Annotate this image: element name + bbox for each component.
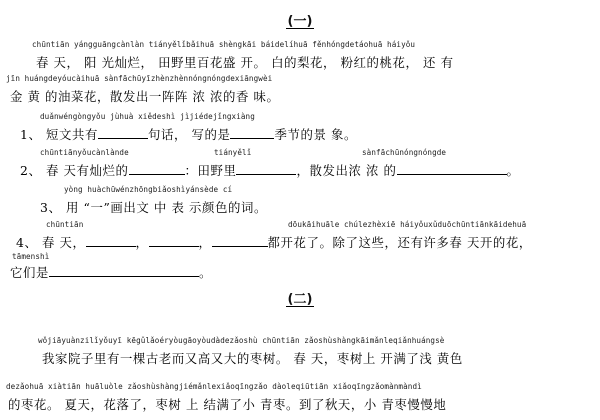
q2-text-c: ，散发出浓 浓 的 [296,163,397,178]
q4-text-b: 都开花了。除了这些，还有许多春 天开的花， [267,235,532,250]
q4-answer-blank-2[interactable] [149,236,199,247]
q2-answer-blank-1[interactable] [129,164,185,175]
section-2-pinyin-line-1: wǒjiāyuànzilǐyǒuyī kēgǔlǎoéryòugāoyòudàdezǎoshù chūntiān zǎoshùshàngkāimǎnleqiǎnhuángsè [38,336,445,345]
section-2-pinyin-line-2: dezǎohuā xiàtiān huāluòle zǎoshùshàngjiémǎnlexiǎoqīngzǎo dàoleqiūtiān xiǎoqīngzǎomànmàndì [6,382,422,391]
question-1 [20,125,357,143]
q4-answer-blank-3[interactable] [212,236,268,247]
section-2-heading: (二) [287,292,313,307]
passage-text-line-1: 春 天， 阳 光灿烂， 田野里百花盛 开。 白的梨花， 粉红的桃花， 还 有 [36,55,454,70]
q4-sep-1: ， [135,235,149,250]
q1-pinyin: duǎnwéngòngyǒu jùhuà xiědeshì jìjiédejǐngxiàng [40,112,255,121]
q3-number: 3、 [40,200,62,215]
q4-pinyin-c: tāmenshì [12,252,50,261]
q2-pinyin-c: sànfāchūnóngnóngde [362,148,447,157]
section-2-text-line-1: 我家院子里有一棵古老而又高又大的枣树。 春 天，枣树上 开满了浅 黄色 [42,351,463,366]
passage-text-line-2: 金 黄 的油菜花，散发出一阵阵 浓 浓的香 味。 [10,89,280,104]
q1-answer-blank-1[interactable] [98,128,148,139]
q4-sep-2: ， [198,235,212,250]
q2-answer-blank-3[interactable] [397,164,507,175]
question-2 [20,161,520,179]
question-4 [16,233,532,251]
q1-answer-blank-2[interactable] [230,128,274,139]
q1-text-c: 季节的景 象。 [274,127,357,142]
question-3 [40,198,267,216]
q4-pinyin-a: chūntiān [46,220,84,229]
q2-text-d: 。 [506,163,520,178]
q4-text-end: 。 [198,265,212,280]
q1-text-b: 句话， 写的是 [148,127,231,142]
q4-answer-blank-4[interactable] [49,266,199,277]
q2-text-b: ：田野里 [184,163,237,178]
q2-answer-blank-2[interactable] [236,164,296,175]
q2-number: 2、 [20,163,42,178]
q4-answer-blank-1[interactable] [86,236,136,247]
q1-text-a: 短文共有 [46,127,98,142]
q4-text-a: 春 天， [42,235,86,250]
q3-pinyin: yòng huàchūwénzhōngbiǎoshìyánsède cí [64,185,233,194]
section-1-heading: (一) [287,14,313,29]
q4-number: 4、 [16,235,38,250]
passage-pinyin-line-1: chūntiān yángguāngcànlàn tiányělǐbǎihuā shèngkāi báidelíhuā fěnhóngdetáohuā háiyǒu [32,40,416,49]
q2-pinyin-b: tiányělǐ [214,148,252,157]
passage-pinyin-line-2: jīn huángdeyóucàihuā sànfāchūyīzhènzhènnóngnóngdexiāngwèi [6,74,273,83]
q1-number: 1、 [20,127,42,142]
q2-text-a: 春 天有灿烂的 [46,163,129,178]
q4-continuation [10,263,212,281]
q4-text-c: 它们是 [10,265,49,280]
q3-text: 用 “一”画出文 中 表 示颜色的词。 [66,200,267,215]
section-2-text-line-2: 的枣花。 夏天，花落了，枣树 上 结满了小 青枣。到了秋天，小 青枣慢慢地 [8,397,447,412]
q2-pinyin-a: chūntiānyǒucànlànde [40,148,129,157]
q4-pinyin-b: dōukāihuāle chúlezhèxiē háiyǒuxǔduōchūntiānkāidehuā [288,220,527,229]
